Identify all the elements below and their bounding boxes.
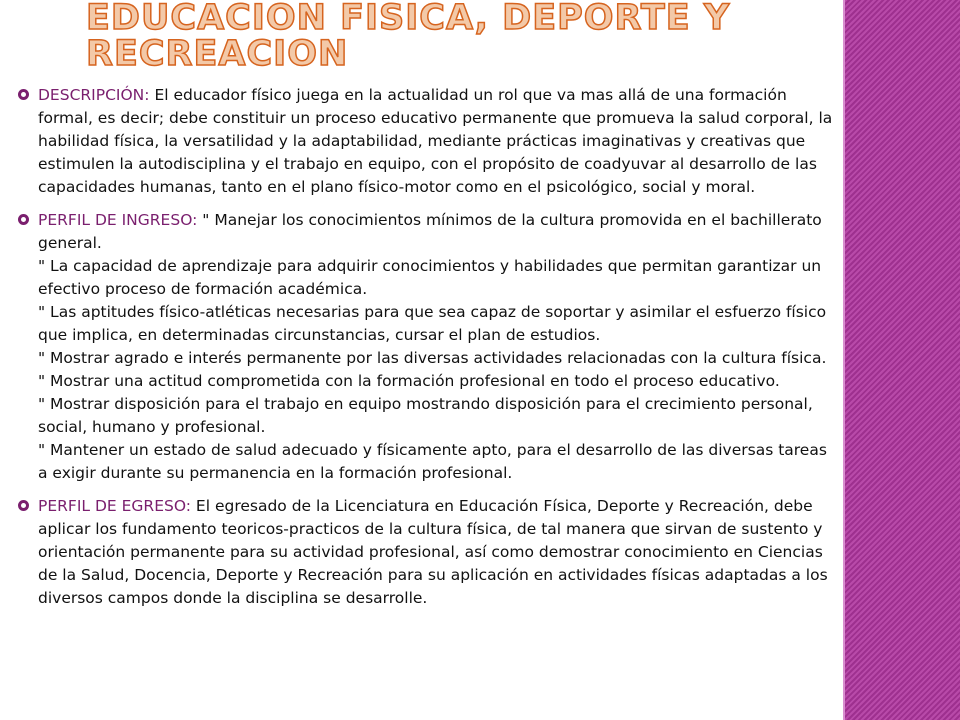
item-label: DESCRIPCIÓN:	[38, 86, 150, 104]
bullet-icon	[18, 89, 29, 100]
item-text: " Mostrar disposición para el trabajo en equipo mostrando disposición para el crecimiento personal, social, humano y profesional.	[38, 395, 813, 436]
item-label: PERFIL DE EGRESO:	[38, 497, 191, 515]
item-text: " Mostrar una actitud comprometida con la formación profesional en todo el proceso educativo.	[38, 372, 780, 390]
slide-title: EDUCACION FISICA, DEPORTE Y RECREACION	[86, 0, 731, 74]
bullet-icon	[18, 500, 29, 511]
item-text: " Mostrar agrado e interés permanente por las diversas actividades relacionadas con la cultura física.	[38, 349, 827, 367]
list-item-perfil-ingreso	[18, 209, 838, 485]
content-list	[18, 84, 838, 620]
item-text: " Manejar los conocimientos mínimos de la cultura promovida en el bachillerato general.	[38, 211, 822, 252]
item-text: El educador físico juega en la actualidad un rol que va mas allá de una formación formal, es decir; debe constituir un proceso educativo permanente que promueva la salud corporal, la habilidad física, la versatilidad y la adaptabilidad, mediante prácticas imaginativas y creativas que estimulen la autodisciplina y el trabajo en equipo, con el propósito de coadyuvar al desarrollo de las capacidades humanas, tanto en el plano físico-motor como en el psicológico, social y moral.	[38, 86, 833, 196]
item-text: " La capacidad de aprendizaje para adquirir conocimientos y habilidades que permitan garantizar un efectivo proceso de formación académica.	[38, 257, 822, 298]
item-text: El egresado de la Licenciatura en Educación Física, Deporte y Recreación, debe aplicar los fundamento teoricos-practicos de la cultura física, de tal manera que sirvan de sustento y orientación permanente para su actividad profesional, así como demostrar conocimiento en Ciencias de la Salud, Docencia, Deporte y Recreación para su aplicación en actividades físicas adaptadas a los diversos campos donde la disciplina se desarrolle.	[38, 497, 828, 607]
bullet-icon	[18, 214, 29, 225]
item-text: " Mantener un estado de salud adecuado y físicamente apto, para el desarrollo de las diversas tareas a exigir durante su permanencia en la formación profesional.	[38, 441, 827, 482]
item-label: PERFIL DE INGRESO:	[38, 211, 198, 229]
decorative-sidebar	[845, 0, 960, 720]
list-item-descripcion	[18, 84, 838, 199]
item-text: " Las aptitudes físico-atléticas necesarias para que sea capaz de soportar y asimilar el esfuerzo físico que implica, en determinadas circunstancias, cursar el plan de estudios.	[38, 303, 827, 344]
list-item-perfil-egreso	[18, 495, 838, 610]
